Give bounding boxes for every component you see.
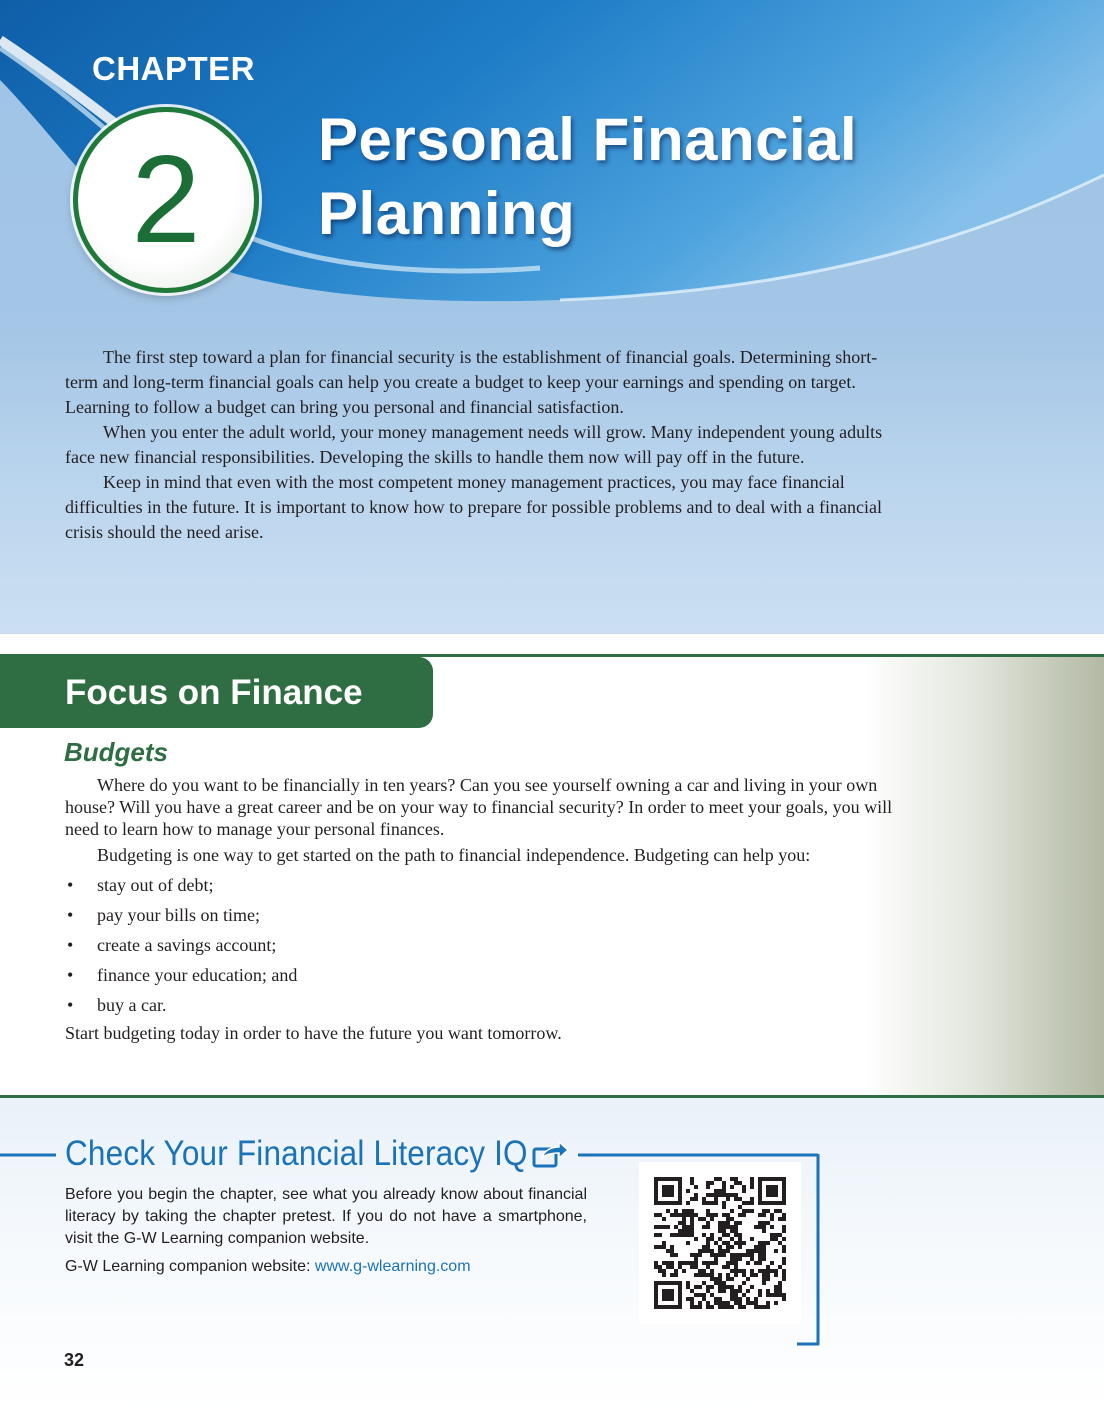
focus-paragraph: Budgeting is one way to get started on the path to financial independence. Budgeting can help you: [97,845,811,865]
list-item [65,870,905,900]
share-arrow-icon [532,1141,570,1169]
chapter-title-line-2: Planning [318,180,576,247]
chapter-title-line-1: Personal Financial [318,106,858,173]
literacy-body [65,1184,587,1284]
focus-paragraph: Where do you want to be financially in ten years? Can you see yourself owning a car and living in your own house? Will you have a great career and be on your way to financial security? In order to meet your goals, you will need to learn how to manage your personal finances. [65,775,893,839]
list-item [65,900,905,930]
bullet-icon: • [67,965,74,985]
companion-website-link[interactable]: www.g-wlearning.com [314,1258,471,1275]
intro-section [0,330,1104,634]
chapter-title [318,103,857,251]
list-item-text: buy a car. [97,995,167,1015]
bullet-icon: • [67,905,74,925]
list-item-text: create a savings account; [97,935,277,955]
list-item [65,960,905,990]
focus-title-tab [0,657,433,728]
bullet-icon: • [67,875,74,895]
qr-code[interactable] [639,1162,801,1324]
qr-code-icon [654,1177,786,1309]
chapter-label: CHAPTER [92,50,256,87]
list-item-text: stay out of debt; [97,875,214,895]
intro-text [65,345,905,545]
list-item-text: pay your bills on time; [97,905,260,925]
bullet-icon: • [67,995,74,1015]
intro-paragraph: Keep in mind that even with the most competent money management practices, you may face financial difficulties in the future. It is important to know how to prepare for possible problems and to deal with a financial crisis should the need arise. [65,472,882,542]
intro-paragraph: The first step toward a plan for financial security is the establishment of financial goals. Determining short-term and long-term financial goals can help you create a budget to keep your earnings and spending on target. Learning to follow a budget can bring you personal and financial satisfaction. [65,347,878,417]
focus-on-finance-section [0,654,1104,1098]
chapter-header [0,0,1104,330]
website-label: G-W Learning companion website: [65,1258,315,1275]
focus-subhead: Budgets [64,737,168,767]
chapter-number: 2 [131,131,201,269]
bullet-icon: • [67,935,74,955]
companion-website-line [65,1256,587,1278]
budget-benefits-list [65,870,905,1020]
list-item-text: finance your education; and [97,965,298,985]
list-item [65,990,905,1020]
focus-closing: Start budgeting today in order to have the future you want tomorrow. [65,1023,562,1043]
intro-paragraph: When you enter the adult world, your money management needs will grow. Many independent young adults face new financial responsibilities. Developing the skills to handle them now will pay off in the future. [65,422,883,467]
literacy-title: Check Your Financial Literacy IQ [65,1134,528,1173]
literacy-iq-section [0,1098,1104,1412]
literacy-description: Before you begin the chapter, see what you already know about financial literacy by taking the chapter pretest. If you do not have a smartphone, visit the G-W Learning companion website. [65,1186,587,1247]
list-item [65,930,905,960]
focus-title: Focus on Finance [65,673,363,712]
page-number: 32 [64,1350,85,1370]
focus-body [65,774,905,1048]
